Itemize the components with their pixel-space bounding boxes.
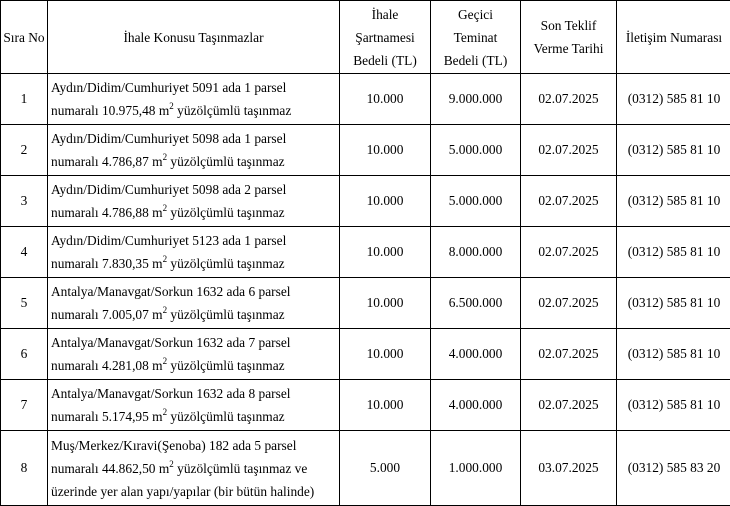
cell-tarih: 02.07.2025 xyxy=(521,278,617,329)
cell-konu xyxy=(48,227,340,278)
konu-area-unit-sup: 2 xyxy=(163,407,168,417)
cell-sartname: 10.000 xyxy=(340,227,431,278)
table-row xyxy=(1,431,730,506)
table-row xyxy=(1,227,730,278)
konu-area-suffix: yüzölçümlü taşınmaz xyxy=(167,154,285,169)
cell-sartname: 10.000 xyxy=(340,176,431,227)
header-sartname-line: Şartnamesi xyxy=(340,26,430,49)
cell-tarih: 02.07.2025 xyxy=(521,329,617,380)
konu-area-suffix: yüzölçümlü taşınmaz xyxy=(167,358,285,373)
konu-area-unit-sup: 2 xyxy=(169,101,174,111)
cell-sira-no: 6 xyxy=(1,329,48,380)
konu-area: numaralı 7.830,35 m xyxy=(51,256,163,271)
konu-area: numaralı 4.786,87 m xyxy=(51,154,163,169)
cell-sira-no: 8 xyxy=(1,431,48,506)
header-teminat-line: Bedeli (TL) xyxy=(431,49,520,72)
konu-line-1: Antalya/Manavgat/Sorkun 1632 ada 7 parsel xyxy=(51,331,339,354)
table-row xyxy=(1,380,730,431)
cell-konu xyxy=(48,176,340,227)
table-row xyxy=(1,125,730,176)
header-tarih-line: Son Teklif xyxy=(521,14,616,37)
konu-area-unit-sup: 2 xyxy=(163,203,168,213)
cell-tarih: 02.07.2025 xyxy=(521,74,617,125)
konu-line-2 xyxy=(51,99,339,122)
header-konu: İhale Konusu Taşınmazlar xyxy=(48,1,340,74)
konu-area: numaralı 4.786,88 m xyxy=(51,205,163,220)
cell-teminat: 5.000.000 xyxy=(431,125,521,176)
konu-area: numaralı 44.862,50 m xyxy=(51,461,169,476)
konu-area-suffix: yüzölçümlü taşınmaz xyxy=(167,205,285,220)
cell-tarih: 02.07.2025 xyxy=(521,380,617,431)
header-tarih xyxy=(521,1,617,74)
cell-teminat: 1.000.000 xyxy=(431,431,521,506)
cell-tarih: 02.07.2025 xyxy=(521,125,617,176)
konu-area-unit-sup: 2 xyxy=(163,254,168,264)
cell-tarih: 03.07.2025 xyxy=(521,431,617,506)
konu-area-suffix: yüzölçümlü taşınmaz xyxy=(167,409,285,424)
cell-konu xyxy=(48,125,340,176)
konu-area-suffix: yüzölçümlü taşınmaz ve xyxy=(174,461,308,476)
konu-line-1: Antalya/Manavgat/Sorkun 1632 ada 8 parsel xyxy=(51,382,339,405)
cell-sira-no: 3 xyxy=(1,176,48,227)
cell-telefon: (0312) 585 81 10 xyxy=(617,329,730,380)
cell-sira-no: 5 xyxy=(1,278,48,329)
konu-line-3: üzerinde yer alan yapı/yapılar (bir bütün halinde) xyxy=(51,480,339,503)
konu-area-suffix: yüzölçümlü taşınmaz xyxy=(167,307,285,322)
cell-tarih: 02.07.2025 xyxy=(521,227,617,278)
cell-telefon: (0312) 585 81 10 xyxy=(617,125,730,176)
cell-teminat: 8.000.000 xyxy=(431,227,521,278)
cell-sartname: 5.000 xyxy=(340,431,431,506)
table-row xyxy=(1,176,730,227)
cell-konu xyxy=(48,329,340,380)
konu-line-2 xyxy=(51,457,339,480)
cell-teminat: 6.500.000 xyxy=(431,278,521,329)
cell-teminat: 4.000.000 xyxy=(431,329,521,380)
cell-teminat: 4.000.000 xyxy=(431,380,521,431)
cell-konu xyxy=(48,380,340,431)
header-sartname-line: Bedeli (TL) xyxy=(340,49,430,72)
header-teminat xyxy=(431,1,521,74)
cell-sartname: 10.000 xyxy=(340,329,431,380)
cell-sartname: 10.000 xyxy=(340,125,431,176)
konu-line-1: Aydın/Didim/Cumhuriyet 5098 ada 2 parsel xyxy=(51,178,339,201)
table-row xyxy=(1,329,730,380)
header-sira-no: Sıra No xyxy=(1,1,48,74)
konu-line-2 xyxy=(51,252,339,275)
header-tarih-line: Verme Tarihi xyxy=(521,37,616,60)
konu-line-1: Aydın/Didim/Cumhuriyet 5091 ada 1 parsel xyxy=(51,76,339,99)
cell-sira-no: 7 xyxy=(1,380,48,431)
table-row xyxy=(1,278,730,329)
header-sartname-line: İhale xyxy=(340,3,430,26)
header-sartname xyxy=(340,1,431,74)
cell-konu xyxy=(48,431,340,506)
konu-area: numaralı 4.281,08 m xyxy=(51,358,163,373)
konu-line-2 xyxy=(51,201,339,224)
cell-teminat: 5.000.000 xyxy=(431,176,521,227)
konu-line-2 xyxy=(51,405,339,428)
konu-line-1: Muş/Merkez/Kıravi(Şenoba) 182 ada 5 parsel xyxy=(51,434,339,457)
konu-area-suffix: yüzölçümlü taşınmaz xyxy=(174,103,292,118)
cell-telefon: (0312) 585 81 10 xyxy=(617,74,730,125)
konu-line-1: Antalya/Manavgat/Sorkun 1632 ada 6 parsel xyxy=(51,280,339,303)
header-iletisim: İletişim Numarası xyxy=(617,1,730,74)
konu-line-2 xyxy=(51,354,339,377)
header-teminat-line: Teminat xyxy=(431,26,520,49)
cell-konu xyxy=(48,74,340,125)
konu-area-unit-sup: 2 xyxy=(163,305,168,315)
konu-line-1: Aydın/Didim/Cumhuriyet 5123 ada 1 parsel xyxy=(51,229,339,252)
cell-telefon: (0312) 585 81 10 xyxy=(617,176,730,227)
konu-area: numaralı 10.975,48 m xyxy=(51,103,169,118)
cell-sartname: 10.000 xyxy=(340,380,431,431)
konu-line-2 xyxy=(51,303,339,326)
cell-sartname: 10.000 xyxy=(340,74,431,125)
konu-area-suffix: yüzölçümlü taşınmaz xyxy=(167,256,285,271)
konu-line-1: Aydın/Didim/Cumhuriyet 5098 ada 1 parsel xyxy=(51,127,339,150)
header-row xyxy=(1,1,730,74)
cell-sira-no: 4 xyxy=(1,227,48,278)
cell-telefon: (0312) 585 81 10 xyxy=(617,278,730,329)
table-row xyxy=(1,74,730,125)
cell-sira-no: 1 xyxy=(1,74,48,125)
cell-telefon: (0312) 585 81 10 xyxy=(617,227,730,278)
cell-tarih: 02.07.2025 xyxy=(521,176,617,227)
cell-teminat: 9.000.000 xyxy=(431,74,521,125)
cell-sartname: 10.000 xyxy=(340,278,431,329)
konu-area-unit-sup: 2 xyxy=(163,356,168,366)
konu-line-2 xyxy=(51,150,339,173)
konu-area: numaralı 5.174,95 m xyxy=(51,409,163,424)
cell-telefon: (0312) 585 83 20 xyxy=(617,431,730,506)
konu-area: numaralı 7.005,07 m xyxy=(51,307,163,322)
konu-area-unit-sup: 2 xyxy=(169,459,174,469)
header-teminat-line: Geçici xyxy=(431,3,520,26)
cell-telefon: (0312) 585 81 10 xyxy=(617,380,730,431)
konu-area-unit-sup: 2 xyxy=(163,152,168,162)
cell-sira-no: 2 xyxy=(1,125,48,176)
cell-konu xyxy=(48,278,340,329)
